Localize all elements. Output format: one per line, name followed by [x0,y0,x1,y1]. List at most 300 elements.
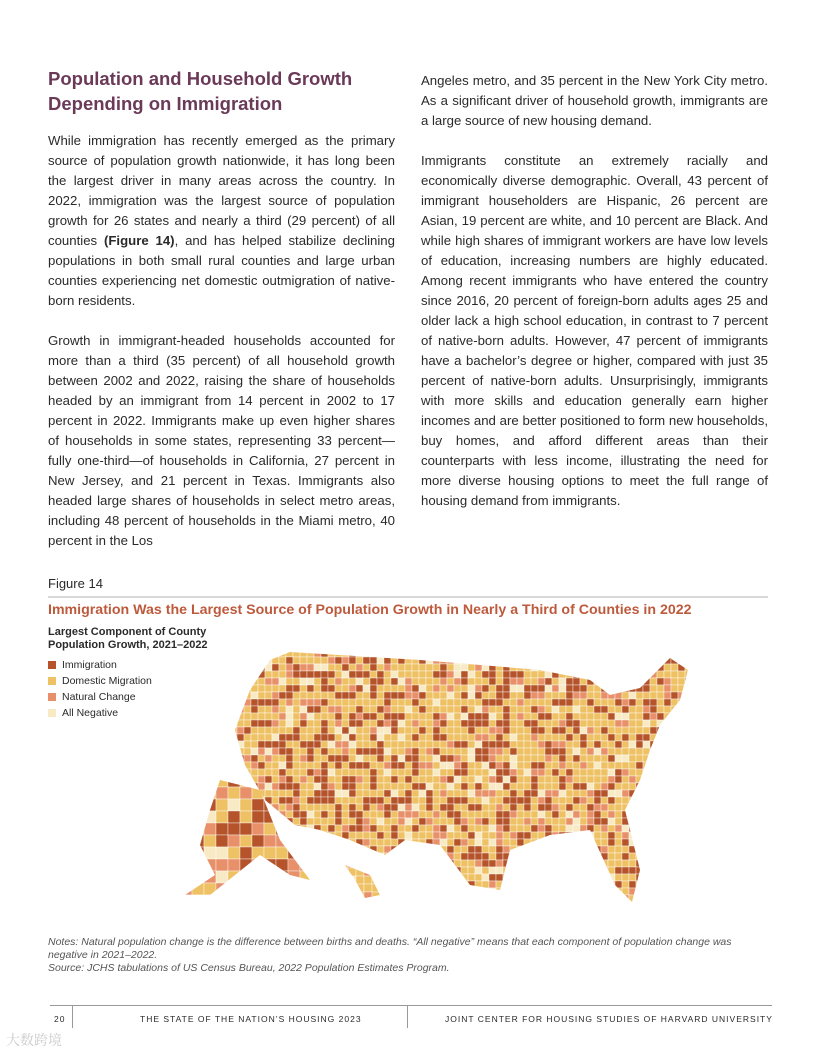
county-cell [594,692,601,699]
county-cell [314,762,321,769]
county-cell [657,846,664,853]
county-cell [258,748,265,755]
county-cell [398,685,405,692]
county-cell [228,799,240,811]
county-cell [643,685,650,692]
county-cell [251,713,258,720]
county-cell [524,832,531,839]
county-cell [412,811,419,818]
county-cell [524,797,531,804]
county-cell [531,818,538,825]
county-cell [377,804,384,811]
county-cell [279,832,286,839]
county-cell [426,741,433,748]
county-cell [475,692,482,699]
county-cell [244,902,251,909]
county-cell [489,902,496,909]
county-cell [252,847,264,859]
county-cell [272,881,279,888]
county-cell [349,713,356,720]
county-cell [594,720,601,727]
county-cell [192,859,204,871]
county-cell [342,685,349,692]
county-cell [615,720,622,727]
county-cell [622,811,629,818]
county-cell [384,741,391,748]
county-cell [678,762,685,769]
county-cell [629,874,636,881]
county-cell [510,776,517,783]
county-cell [671,874,678,881]
county-cell [510,699,517,706]
county-cell [531,699,538,706]
county-cell [300,671,307,678]
county-cell [510,853,517,860]
county-cell [489,811,496,818]
county-cell [475,825,482,832]
county-cell [489,650,496,657]
county-cell [272,657,279,664]
county-cell [258,699,265,706]
county-cell [314,741,321,748]
county-cell [328,895,335,902]
county-cell [566,860,573,867]
county-cell [419,860,426,867]
county-cell [552,769,559,776]
county-cell [657,769,664,776]
county-cell [587,657,594,664]
county-cell [685,727,692,734]
county-cell [377,846,384,853]
county-cell [629,818,636,825]
county-cell [321,671,328,678]
county-cell [454,685,461,692]
county-cell [419,790,426,797]
county-cell [559,867,566,874]
county-cell [237,755,244,762]
figure-reference-link[interactable]: (Figure 14) [103,233,175,248]
county-cell [643,790,650,797]
county-cell [552,762,559,769]
county-cell [664,762,671,769]
county-cell [288,895,300,907]
county-cell [265,678,272,685]
county-cell [503,825,510,832]
county-cell [664,699,671,706]
county-cell [272,664,279,671]
county-cell [300,713,307,720]
county-cell [433,790,440,797]
county-cell [364,868,372,876]
county-cell [300,776,307,783]
county-cell [489,888,496,895]
legend-label: All Negative [62,707,119,719]
county-cell [398,699,405,706]
county-cell [510,727,517,734]
county-cell [300,692,307,699]
county-cell [685,853,692,860]
county-cell [356,790,363,797]
county-cell [230,755,237,762]
county-cell [622,902,629,909]
county-cell [335,895,342,902]
county-cell [228,847,240,859]
legend-label: Domestic Migration [62,675,152,687]
county-cell [342,699,349,706]
county-cell [608,769,615,776]
county-cell [692,839,699,846]
county-cell [629,888,636,895]
county-cell [643,692,650,699]
legend-item-immigration [48,657,152,673]
county-cell [531,678,538,685]
county-cell [622,755,629,762]
county-cell [671,741,678,748]
county-cell [650,650,657,657]
county-cell [622,692,629,699]
county-cell [608,657,615,664]
county-cell [643,727,650,734]
county-cell [307,685,314,692]
county-cell [265,888,272,895]
county-cell [657,706,664,713]
county-cell [468,678,475,685]
county-cell [342,790,349,797]
county-cell [433,741,440,748]
county-cell [363,832,370,839]
county-cell [426,734,433,741]
county-cell [573,832,580,839]
county-cell [482,650,489,657]
county-cell [580,769,587,776]
county-cell [356,811,363,818]
county-cell [244,776,251,783]
county-cell [587,776,594,783]
county-cell [412,783,419,790]
county-cell [264,823,276,835]
county-cell [566,881,573,888]
county-cell [629,685,636,692]
county-cell [678,853,685,860]
county-cell [587,902,594,909]
county-cell [391,664,398,671]
county-cell [622,832,629,839]
county-cell [580,748,587,755]
county-cell [433,692,440,699]
county-cell [531,727,538,734]
county-cell [440,713,447,720]
county-cell [503,769,510,776]
county-cell [447,769,454,776]
county-cell [475,699,482,706]
county-cell [251,888,258,895]
county-cell [552,790,559,797]
county-cell [510,741,517,748]
county-cell [300,657,307,664]
county-cell [685,783,692,790]
county-cell [615,797,622,804]
county-cell [468,650,475,657]
county-cell [328,692,335,699]
county-cell [240,775,252,787]
county-cell [454,664,461,671]
county-cell [496,888,503,895]
county-cell [545,727,552,734]
county-cell [524,881,531,888]
county-cell [356,727,363,734]
county-cell [363,671,370,678]
county-cell [573,825,580,832]
county-cell [204,799,216,811]
county-cell [475,741,482,748]
county-cell [426,699,433,706]
county-cell [286,881,293,888]
county-cell [671,678,678,685]
county-cell [419,741,426,748]
county-cell [272,811,279,818]
county-cell [671,769,678,776]
county-cell [671,895,678,902]
county-cell [692,734,699,741]
county-cell [489,874,496,881]
county-cell [370,846,377,853]
county-cell [608,783,615,790]
county-cell [293,664,300,671]
county-cell [300,832,307,839]
county-cell [377,706,384,713]
county-cell [643,713,650,720]
county-cell [216,811,228,823]
county-cell [636,839,643,846]
county-cell [657,727,664,734]
county-cell [545,888,552,895]
county-cell [496,685,503,692]
county-cell [510,678,517,685]
county-cell [468,720,475,727]
county-cell [454,741,461,748]
county-cell [608,818,615,825]
county-cell [244,671,251,678]
county-cell [342,657,349,664]
county-cell [531,755,538,762]
county-cell [405,657,412,664]
county-cell [650,783,657,790]
swatch [48,693,56,701]
county-cell [440,888,447,895]
county-cell [650,853,657,860]
county-cell [608,713,615,720]
county-cell [321,811,328,818]
county-cell [538,811,545,818]
county-cell [559,811,566,818]
county-cell [419,748,426,755]
county-cell [510,860,517,867]
county-cell [328,839,335,846]
county-cell [524,776,531,783]
county-cell [643,748,650,755]
county-cell [573,692,580,699]
county-cell [615,685,622,692]
county-cell [678,888,685,895]
county-cell [601,818,608,825]
county-cell [265,664,272,671]
county-cell [580,657,587,664]
county-cell [615,741,622,748]
county-cell [482,860,489,867]
county-cell [286,685,293,692]
text: While immigration has recently emerged as the primary source of population growth nationwide, it has long been the largest driver in many areas across the country. In 2022, immigration was the largest source of population growth for 26 states and nearly a third (29 percent) of all counties [48,133,395,248]
county-cell [412,790,419,797]
county-cell [335,671,342,678]
county-cell [349,888,356,895]
county-cell [608,797,615,804]
legend-item-all-negative [48,705,152,721]
county-cell [587,650,594,657]
county-cell [391,678,398,685]
county-cell [608,825,615,832]
county-cell [426,706,433,713]
county-cell [496,839,503,846]
county-cell [426,825,433,832]
county-cell [237,727,244,734]
county-cell [258,657,265,664]
county-cell [321,748,328,755]
county-cell [180,835,192,847]
county-cell [433,685,440,692]
county-cell [587,874,594,881]
county-cell [468,797,475,804]
county-cell [608,755,615,762]
county-cell [545,804,552,811]
county-cell [566,671,573,678]
county-cell [363,741,370,748]
county-cell [230,741,237,748]
county-cell [489,706,496,713]
county-cell [475,776,482,783]
county-cell [384,846,391,853]
county-cell [328,741,335,748]
county-cell [370,650,377,657]
county-cell [328,902,335,909]
county-cell [524,902,531,909]
county-cell [559,685,566,692]
county-cell [272,692,279,699]
county-cell [461,720,468,727]
county-cell [489,825,496,832]
county-cell [608,874,615,881]
county-cell [440,846,447,853]
county-cell [580,664,587,671]
county-cell [510,888,517,895]
county-cell [622,650,629,657]
county-cell [272,874,279,881]
county-cell [636,713,643,720]
county-cell [349,734,356,741]
divider [72,1006,73,1028]
county-cell [587,720,594,727]
county-cell [552,776,559,783]
county-cell [664,881,671,888]
county-cell [573,783,580,790]
county-cell [496,713,503,720]
county-cell [412,818,419,825]
county-cell [608,881,615,888]
county-cell [447,706,454,713]
county-cell [279,888,286,895]
county-cell [496,706,503,713]
county-cell [370,797,377,804]
county-cell [454,846,461,853]
county-cell [496,874,503,881]
county-cell [433,699,440,706]
county-cell [685,664,692,671]
county-cell [204,871,216,883]
county-cell [636,811,643,818]
county-cell [340,868,348,876]
county-cell [230,748,237,755]
county-cell [364,892,372,900]
county-cell [321,783,328,790]
county-cell [468,657,475,664]
county-cell [440,881,447,888]
county-cell [447,797,454,804]
county-cell [412,699,419,706]
county-cell [307,734,314,741]
county-cell [573,650,580,657]
county-cell [251,671,258,678]
county-cell [489,685,496,692]
county-cell [510,769,517,776]
county-cell [587,790,594,797]
county-cell [461,734,468,741]
county-cell [433,860,440,867]
county-cell [335,804,342,811]
county-cell [629,748,636,755]
county-cell [685,776,692,783]
county-cell [440,853,447,860]
county-cell [559,762,566,769]
county-cell [391,657,398,664]
county-cell [559,678,566,685]
county-cell [419,888,426,895]
county-cell [622,706,629,713]
county-cell [650,727,657,734]
county-cell [643,720,650,727]
county-cell [440,727,447,734]
county-cell [545,776,552,783]
county-cell [384,895,391,902]
county-cell [510,874,517,881]
county-cell [531,902,538,909]
county-cell [412,895,419,902]
county-cell [264,859,276,871]
county-cell [440,706,447,713]
county-cell [377,678,384,685]
county-cell [391,650,398,657]
county-cell [489,678,496,685]
county-cell [545,860,552,867]
county-cell [545,720,552,727]
county-cell [405,790,412,797]
county-cell [545,699,552,706]
county-cell [461,902,468,909]
county-cell [391,853,398,860]
county-cell [370,762,377,769]
county-cell [419,720,426,727]
county-cell [657,671,664,678]
county-cell [503,874,510,881]
county-cell [552,650,559,657]
